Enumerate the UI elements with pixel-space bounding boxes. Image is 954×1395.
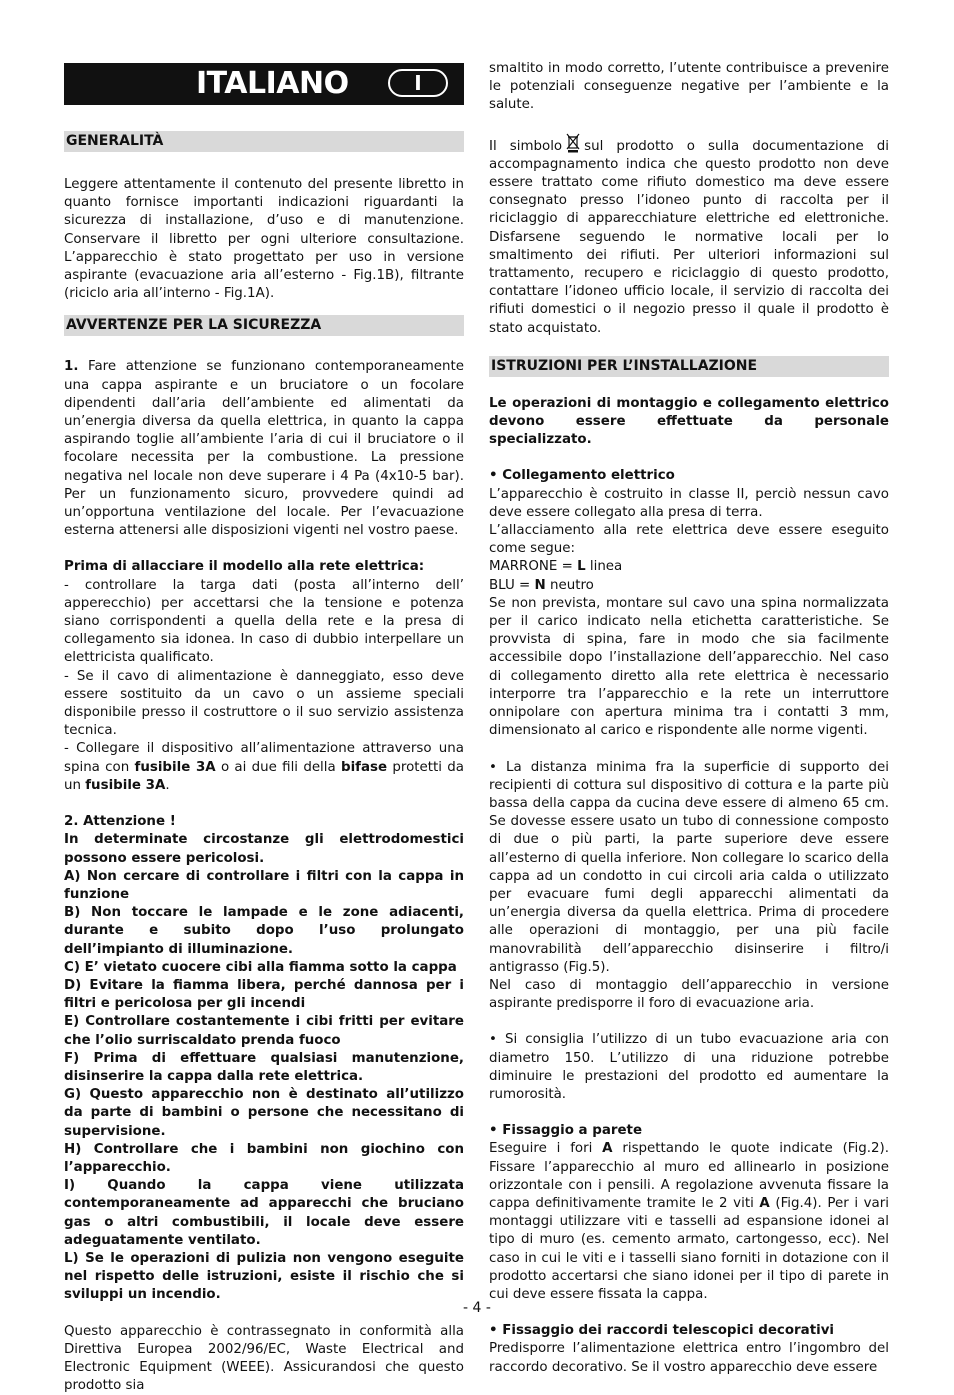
safety-paragraph-1	[64, 358, 464, 540]
warning-item: D) Evitare la fiamma libera, perché dannosa per i filtri e pericolosa per gli incendi	[64, 977, 464, 1012]
electrical-text-2: L’allacciamento alla rete elettrica deve essere eseguito come segue:	[489, 523, 889, 557]
text-run: Eseguire i fori	[489, 1141, 603, 1157]
text-run-bold: bifase	[341, 759, 388, 775]
wire-blue	[489, 577, 889, 595]
right-column	[489, 60, 889, 1377]
crossed-bin-icon	[566, 133, 580, 153]
attention-title: 2. Attenzione !	[64, 814, 176, 830]
prima-title: Prima di allacciare il modello alla rete elettrica:	[64, 559, 425, 575]
telescopic-fittings-title: • Fissaggio dei raccordi telescopici decorativi	[489, 1323, 835, 1339]
warning-item: A) Non cercare di controllare i filtri con la cappa in funzione	[64, 868, 464, 902]
generalita-text: Leggere attentamente il contenuto del presente libretto in quanto fornisce importanti indicazioni riguardanti la sicurezza di installazione, d’uso e di manutenzione. Conservare il libretto per ogni ulteriore consultazione. L’apparecchio è stato progettato per uso in versione aspirante (evacuazione aria all’esterno - Fig.1B), filtrante (riciclo aria all’interno - Fig.1A).	[64, 177, 464, 302]
text-run-bold: N	[534, 577, 546, 593]
language-badge: I	[388, 69, 448, 97]
electrical-text-1: L’apparecchio è costruito in classe II, perciò nessun cavo deve essere collegato alla presa di terra.	[489, 486, 889, 520]
paragraph-text: Fare attenzione se funzionano contemporaneamente una cappa aspirante e un bruciatore o un focolare dipendenti dall’aria dell’ambiente ed alimentati da un’energia diversa da quella elettrica, in quanto la cappa aspirando toglie all’ambiente l’aria di cui il bruciatore o il focolare necessita per la combustione. La pressione negativa nel locale non deve superare i 4 Pa (4x10-5 bar). Per un funzionamento sicuro, provvedere quindi ad un’opportuna ventilazione del locale. Per l’evacuazione esterna attenersi alle disposizioni vigenti nel vostro paese.	[64, 359, 464, 539]
text-run: BLU =	[489, 577, 535, 593]
text-run: linea	[585, 559, 623, 575]
text-run: MARRONE =	[489, 559, 578, 575]
wire-brown	[489, 558, 889, 576]
section-title-sicurezza: AVVERTENZE PER LA SICUREZZA	[64, 315, 464, 336]
text-run-bold: L	[577, 559, 586, 575]
text-run-bold: A	[759, 1195, 770, 1211]
text-run: o ai due fili della	[215, 759, 341, 775]
page-number: - 4 -	[463, 1300, 491, 1316]
text-run: (Fig.4). Per i vari montaggi utilizzare viti e tasselli ad espansione idonei al tipo di muro (es. cemento armato, cartongesso, ecc). Nel caso in cui le viti e i tasselli siano forniti in dotazione con il prodotto accertarsi che siano idonei per il tipo di parete in cui deve essere fissata la cappa.	[489, 1195, 889, 1302]
text-run-bold: A	[602, 1141, 613, 1157]
minimum-distance-text: • La distanza minima fra la superficie di supporto dei recipienti di cottura sul dispositivo di cottura e la parte più bassa della cappa da cucina deve essere di almeno 65 cm. Se dovesse essere usato un tubo di connessione composto di due o più parti, la parte superiore deve essere all’esterno di quella inferiore. Non collegare lo scarico della cappa ad un condotto in cui circoli aria calda o utilizzato per evacuare fumi degli apparecchi alimentati da un’energia diversa da quella elettrica. Prima di procedere alle operazioni di montaggio, per una più facile manovrabilità dell’apparecchio disinserire i filtro/i antigrasso (Fig.5).	[489, 759, 889, 975]
warning-item: H) Controllare che i bambini non giochino con l’apparecchio.	[64, 1141, 464, 1175]
installation-warning: Le operazioni di montaggio e collegamento elettrico devono essere effettuate da personale specializzato.	[489, 395, 889, 448]
text-run: protetti da un	[64, 759, 464, 793]
text-run: rispettando le quote indicate (Fig.2). Fissare l’apparecchio al muro ed allinearlo in posizione orizzontale con i pensili. A regolazione avvenuta fissare la cappa definitivamente tramite le 2 viti	[489, 1141, 889, 1211]
electrical-connection-title: • Collegamento elettrico	[489, 468, 675, 484]
weee-symbol-paragraph	[489, 133, 889, 338]
text-run-bold: fusibile 3A	[134, 759, 216, 775]
aspirating-version-text: Nel caso di montaggio dell’apparecchio in versione aspirante predisporre il foro di evacuazione aria.	[489, 977, 889, 1012]
warning-item: I) Quando la cappa viene utilizzata contemporaneamente ad apparecchi che bruciano gas o altri combustibili, il locale deve essere adeguatamente ventilato.	[64, 1178, 464, 1248]
paragraph-number: 1.	[64, 359, 79, 375]
warning-item: F) Prima di effettuare qualsiasi manutenzione, disinserire la cappa dalla rete elettrica.	[64, 1050, 464, 1084]
language-title: ITALIANO	[196, 66, 349, 101]
language-header	[64, 63, 464, 105]
telescopic-fittings-text: Predisporre l’alimentazione elettrica entro l’ingombro del raccordo decorativo. Se il vostro apparecchio deve essere	[489, 1341, 889, 1375]
text-run: sul prodotto o sulla documentazione di accompagnamento indica che questo prodotto non deve essere trattato come rifiuto domestico ma deve essere consegnato presso l’idoneo punto di raccolta per il riciclaggio di apparecchiature elettriche ed elettroniche. Disfarsene seguendo le normative locali per lo smaltimento dei rifiuti. Per ulteriori informazioni sul trattamento, recupero e riciclaggio di questo prodotto, contattare l’idoneo ufficio locale, il servizio di raccolta dei rifiuti domestici o il negozio presso il quale il prodotto è stato acquistato.	[489, 138, 889, 336]
left-column	[64, 60, 464, 1395]
warning-item: C) E’ vietato cuocere cibi alla fiamma sotto la cappa	[64, 959, 457, 975]
warning-item: L) Se le operazioni di pulizia non vengono eseguite nel rispetto delle istruzioni, esiste il rischio che si sviluppi un incendio.	[64, 1250, 464, 1303]
attention-intro: In determinate circostanze gli elettrodomestici possono essere pericolosi.	[64, 832, 464, 866]
text-run: .	[165, 777, 170, 793]
prima-item-3	[64, 740, 464, 795]
text-run: neutro	[545, 577, 594, 593]
text-run-bold: fusibile 3A	[85, 777, 166, 793]
wall-fixing-title: • Fissaggio a parete	[489, 1123, 643, 1139]
wall-fixing-text	[489, 1140, 889, 1304]
exhaust-pipe-text: • Si consiglia l’utilizzo di un tubo evacuazione aria con diametro 150. L’utilizzo di una riduzione potrebbe diminuire le prestazioni del prodotto ed aumentare la rumorosità.	[489, 1032, 889, 1102]
warning-item: B) Non toccare le lampade e le zone adiacenti, durante e subito dopo l’uso prolungato dell’impianto di illuminazione.	[64, 905, 464, 957]
text-run: Il simbolo	[489, 138, 563, 154]
warning-item: E) Controllare costantemente i cibi fritti per evitare che l’olio surriscaldato prenda fuoco	[64, 1014, 464, 1048]
section-title-installazione: ISTRUZIONI PER L’INSTALLAZIONE	[489, 356, 889, 377]
weee-text-continued: smaltito in modo corretto, l’utente contribuisce a prevenire le potenziali conseguenze negative per l’ambiente e la salute.	[489, 61, 889, 113]
weee-text: Questo apparecchio è contrassegnato in conformità alla Direttiva Europea 2002/96/EC, Waste Electrical and Electronic Equipment (WEEE). Assicurandosi che questo prodotto sia	[64, 1323, 464, 1394]
prima-item-1: - controllare la targa dati (posta all’interno dell’ apperecchio) per accettarsi che la tensione e potenza siano corrispondenti a quella della rete e la presa di collegamento sia idonea. In caso di dubbio interpellare un elettricista qualificato.	[64, 577, 464, 666]
warning-item: G) Questo apparecchio non è destinato all’utilizzo da parte di bambini o persone che necessitano di supervisione.	[64, 1087, 464, 1139]
electrical-text-3: Se non prevista, montare sul cavo una spina normalizzata per il carico indicato nella etichetta caratteristiche. Se provvista di spina, fare in modo che sia facilmente accessibile dopo l’installazione dell’apparecchio. Nel caso di collegamento diretto alla rete elettrica è necessario interporre tra l’apparecchio e la rete un interruttore onnipolare con apertura minima tra i contatti 3 mm, dimensionato al carico e rispondente alle norme vigenti.	[489, 595, 889, 739]
prima-item-2: - Se il cavo di alimentazione è danneggiato, esso deve essere sostituito da un cavo o un assieme speciali disponibile presso il costruttore o il suo servizio assistenza tecnica.	[64, 668, 464, 739]
section-title-generalita: GENERALITÀ	[64, 131, 464, 152]
text-run: - Collegare il dispositivo all’alimentazione attraverso una spina con	[64, 741, 464, 775]
